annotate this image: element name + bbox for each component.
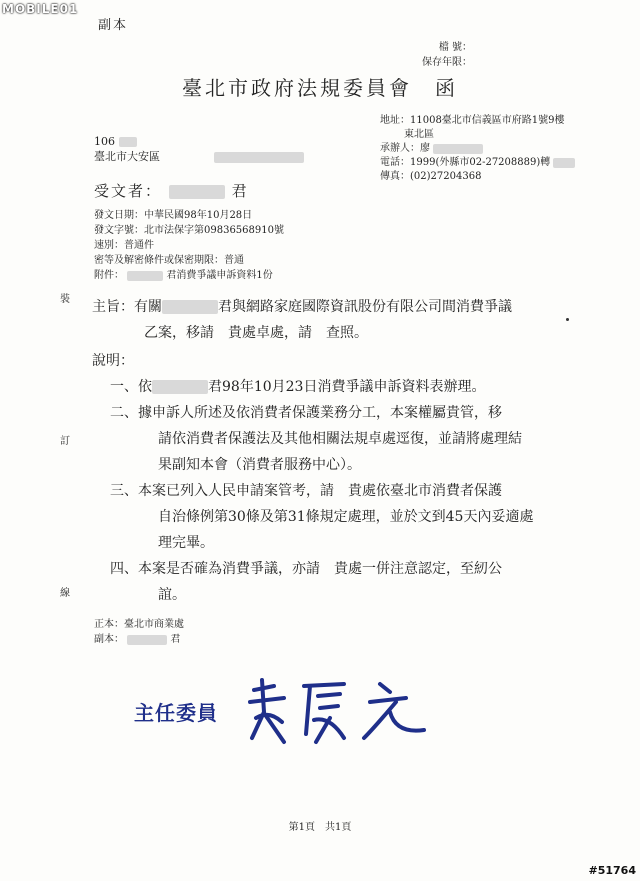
redacted-block: [433, 144, 483, 154]
item-number: 一、: [110, 379, 138, 395]
phone-label: 電話：1999(外縣市02-27208889)轉: [380, 157, 551, 168]
item-1: [92, 374, 592, 400]
document-number: 發文字號：北市法保字第09836568910號: [94, 225, 284, 236]
recipient-prefix: 受文者：: [94, 182, 163, 200]
copy-recipient-row: [94, 632, 184, 647]
item-number: 三、: [110, 483, 138, 499]
redacted-block: [214, 152, 304, 163]
binding-mark-middle: 訂: [60, 436, 70, 447]
item-line: 據申訴人所述及依消費者保護業務分工，本案權屬貴管，移: [138, 405, 502, 421]
item-text-b: 君98年10月23日消費爭議申訴資料表辦理。: [208, 379, 486, 395]
image-id-label: #51764: [588, 864, 636, 877]
item-text-a: 依: [138, 379, 152, 395]
subject-text-b: 君與網路家庭國際資訊股份有限公司間消費爭議: [218, 299, 512, 315]
item-line: 本案已列入人民申請案管考，請 貴處依臺北市消費者保護: [138, 483, 502, 499]
explanation-label: 說明：: [92, 353, 134, 369]
issue-date: 發文日期：中華民國98年10月28日: [94, 210, 253, 221]
item-2-line-3: 果副知本會（消費者服務中心）。: [158, 457, 361, 473]
item-4: [92, 556, 592, 582]
subject-text-a: 有關: [134, 299, 162, 315]
item-line: 本案是否確為消費爭議，亦請 貴處一併注意認定，至紉公: [138, 561, 502, 577]
address-city: 臺北市大安區: [94, 150, 160, 163]
recipient-line: [94, 180, 249, 201]
item-3: [92, 478, 592, 504]
document-body: [92, 294, 592, 608]
item-3-line-2: 自治條例第30條及第31條規定處理，並於文到45天內妥適處: [158, 509, 534, 525]
redacted-block: [162, 300, 218, 314]
recipient-suffix: 君: [231, 182, 249, 200]
sender-info: [380, 114, 610, 184]
subject-line-2: 乙案，移請 貴處卓處，請 查照。: [144, 325, 368, 341]
attachment-row: [94, 268, 284, 283]
sender-address-wing: 東北區: [404, 129, 434, 140]
secrecy-level: 密等及解密條件或保密期限：普通: [94, 255, 244, 266]
item-4-line-2: 誼。: [158, 587, 186, 603]
svg-text:主任委員: 主任委員: [134, 701, 218, 725]
signature-stamp: [134, 672, 464, 750]
file-number-label: 檔 號：: [438, 42, 472, 53]
redacted-block: [152, 380, 208, 394]
binding-mark-bottom: 線: [60, 588, 70, 599]
attachment-prefix: 附件：: [94, 270, 124, 281]
item-2-line-2: 請依消費者保護法及其他相關法規卓處逕復，並請將處理結: [158, 431, 522, 447]
item-3-line-3: 理完畢。: [158, 535, 214, 551]
phone-row: [380, 156, 610, 170]
page-number: 第1頁 共1頁: [288, 822, 352, 833]
sender-address: 地址：11008臺北市信義區市府路1號9樓: [380, 115, 565, 126]
document-title: 臺北市政府法規委員會 函: [182, 76, 458, 100]
recipient-address: [94, 134, 304, 164]
binding-mark-top: 裝: [60, 294, 70, 305]
postal-code: 106: [94, 135, 115, 148]
subject-line-1: [92, 294, 592, 320]
address-row: [94, 149, 304, 164]
item-2: [92, 400, 592, 426]
item-number: 二、: [110, 405, 138, 421]
signature-image: [134, 672, 464, 750]
copy-mark: 副本: [98, 18, 129, 33]
delivery-speed: 速別：普通件: [94, 240, 154, 251]
redacted-block: [169, 185, 225, 199]
redacted-block: [119, 137, 137, 147]
redacted-block: [127, 271, 163, 281]
item-number: 四、: [110, 561, 138, 577]
handler-row: [380, 142, 610, 156]
retention-label: 保存年限：: [422, 57, 472, 68]
copy-prefix: 副本：: [94, 634, 124, 645]
watermark-logo: MOBILE01: [2, 2, 79, 16]
copy-suffix: 君: [170, 634, 181, 645]
subject-label: 主旨：: [92, 299, 134, 315]
file-info: [422, 40, 472, 70]
postal-row: [94, 134, 304, 149]
redacted-block: [127, 635, 167, 645]
original-recipient: 正本：臺北市商業處: [94, 619, 184, 630]
document-meta: [94, 208, 284, 283]
handler-label: 承辦人：廖: [380, 143, 430, 154]
distribution-list: [94, 617, 184, 647]
attachment-suffix: 君消費爭議申訴資料1份: [166, 270, 273, 281]
redacted-block: [553, 158, 575, 168]
fax-label: 傳真：(02)27204368: [380, 171, 482, 182]
